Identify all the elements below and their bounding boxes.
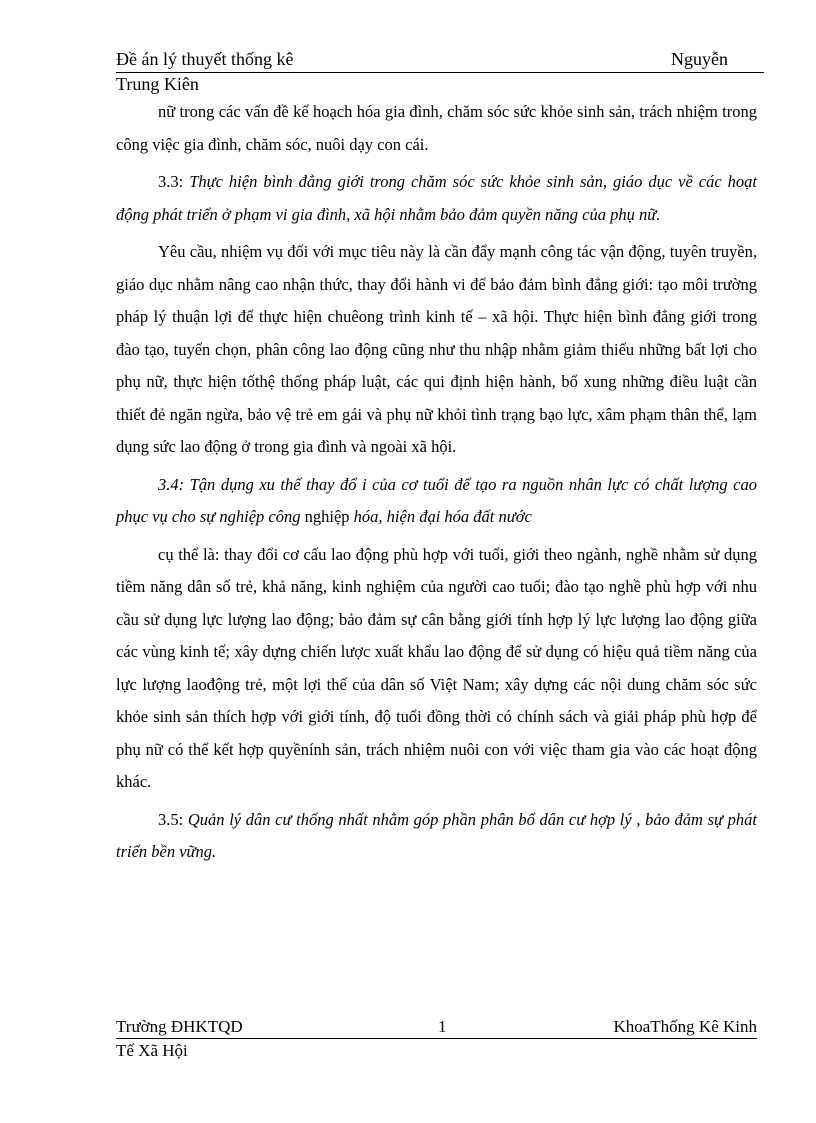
- section-heading-3-3: Thực hiện bình đẳng giới trong chăm sóc sức khỏe sinh sản, giáo dục về các hoạt động phát triển ở phạm vi gia đình, xã hội nhằm bảo đảm quyền năng của phụ nữ.: [116, 172, 757, 224]
- section-label-3-3: 3.3:: [158, 172, 184, 191]
- paragraph-1: nữ trong các vấn đề kế hoạch hóa gia đình, chăm sóc sức khỏe sinh sản, trách nhiệm trong công việc gia đình, chăm sóc, nuôi dạy con cái.: [116, 102, 757, 154]
- page-footer: [116, 1016, 757, 1063]
- document-body: [116, 96, 757, 869]
- section-heading-3-4-b: nghiệp: [304, 507, 350, 526]
- footer-faculty-continued: Tế Xã Hội: [116, 1041, 188, 1060]
- page-header: [116, 44, 764, 95]
- footer-rule-row: [116, 1016, 757, 1039]
- section-label-3-5: 3.5:: [158, 809, 184, 829]
- paragraph-3-4: [116, 469, 757, 534]
- header-author: Nguyễn: [671, 49, 728, 69]
- paragraph-details: cụ thể là: thay đổi cơ cấu lao động phù hợp với tuổi, giới theo ngành, nghề nhằm sử dụng tiềm năng dân số trẻ, khả năng, kinh nghiệm của người cao tuổi; đào tạo nghề phù hợp với nhu cầu sử dụng lực lượng lao động; bảo đảm sự cân bằng giới tính hợp lý lực lượng lao động giữa các vùng kinh tế; xây dựng chiến lược xuất khẩu lao động để sử dụng có hiệu quả tiềm năng của lực lượng laođộng trẻ, một lợi thế của dân số Việt Nam; xây dựng các nội dung chăm sóc sức khỏe sinh sản thích hợp với giới tính, độ tuổi đồng thời có chính sách và giải pháp phù hợp để phụ nữ có thể kết hợp quyềnính sản, trách nhiệm nuôi con với việc tham gia vào các hoạt động khác.: [116, 544, 757, 791]
- footer-faculty: KhoaThống Kê Kinh: [613, 1017, 757, 1036]
- section-heading-3-4-a: 3.4: Tận dụng xu thế thay đổ i của cơ tuổi để tạo ra nguồn nhân lực có chất lượng cao phục vụ cho sự nghiệp công: [116, 474, 757, 526]
- header-author-continued: Trung Kiên: [116, 74, 199, 94]
- paragraph-3-5: [116, 804, 757, 869]
- section-heading-3-4-c: hóa, hiện đại hóa đất nước: [349, 507, 532, 526]
- header-rule-row: [116, 44, 764, 73]
- page-number: 1: [438, 1017, 447, 1036]
- paragraph-requirements: Yêu cầu, nhiệm vụ đối với mục tiêu này là cần đẩy mạnh công tác vận động, tuyên truyền, giáo dục nhằm nâng cao nhận thức, thay đổi hành vi để bảo đảm bình đẳng giới: tạo môi trường pháp lý thuận lợi để thực hiện chuêong trình kinh tế – xã hội. Thực hiện bình đẳng giới trong đào tạo, tuyển chọn, phân công lao động cũng như thu nhập nhằm giảm thiểu những bất lợi cho phụ nữ, thực hiện tốthệ thống pháp luật, các qui định hiện hành, bổ xung những điều luật cần thiết đẻ ngăn ngừa, bảo vệ trẻ em gái và phụ nữ khỏi tình trạng bạo lực, xâm phạm thân thể, lạm dụng sức lao động ở trong gia đình và ngoài xã hội.: [116, 242, 757, 456]
- footer-school: Trường ĐHKTQD: [116, 1017, 243, 1036]
- header-title: Đề án lý thuyết thống kê: [116, 49, 294, 69]
- section-heading-3-5: Quản lý dân cư thống nhất nhằm góp phần phân bổ dân cư hợp lý , bảo đảm sự phát triển bền vững.: [116, 809, 758, 861]
- paragraph-3-3: [116, 166, 757, 231]
